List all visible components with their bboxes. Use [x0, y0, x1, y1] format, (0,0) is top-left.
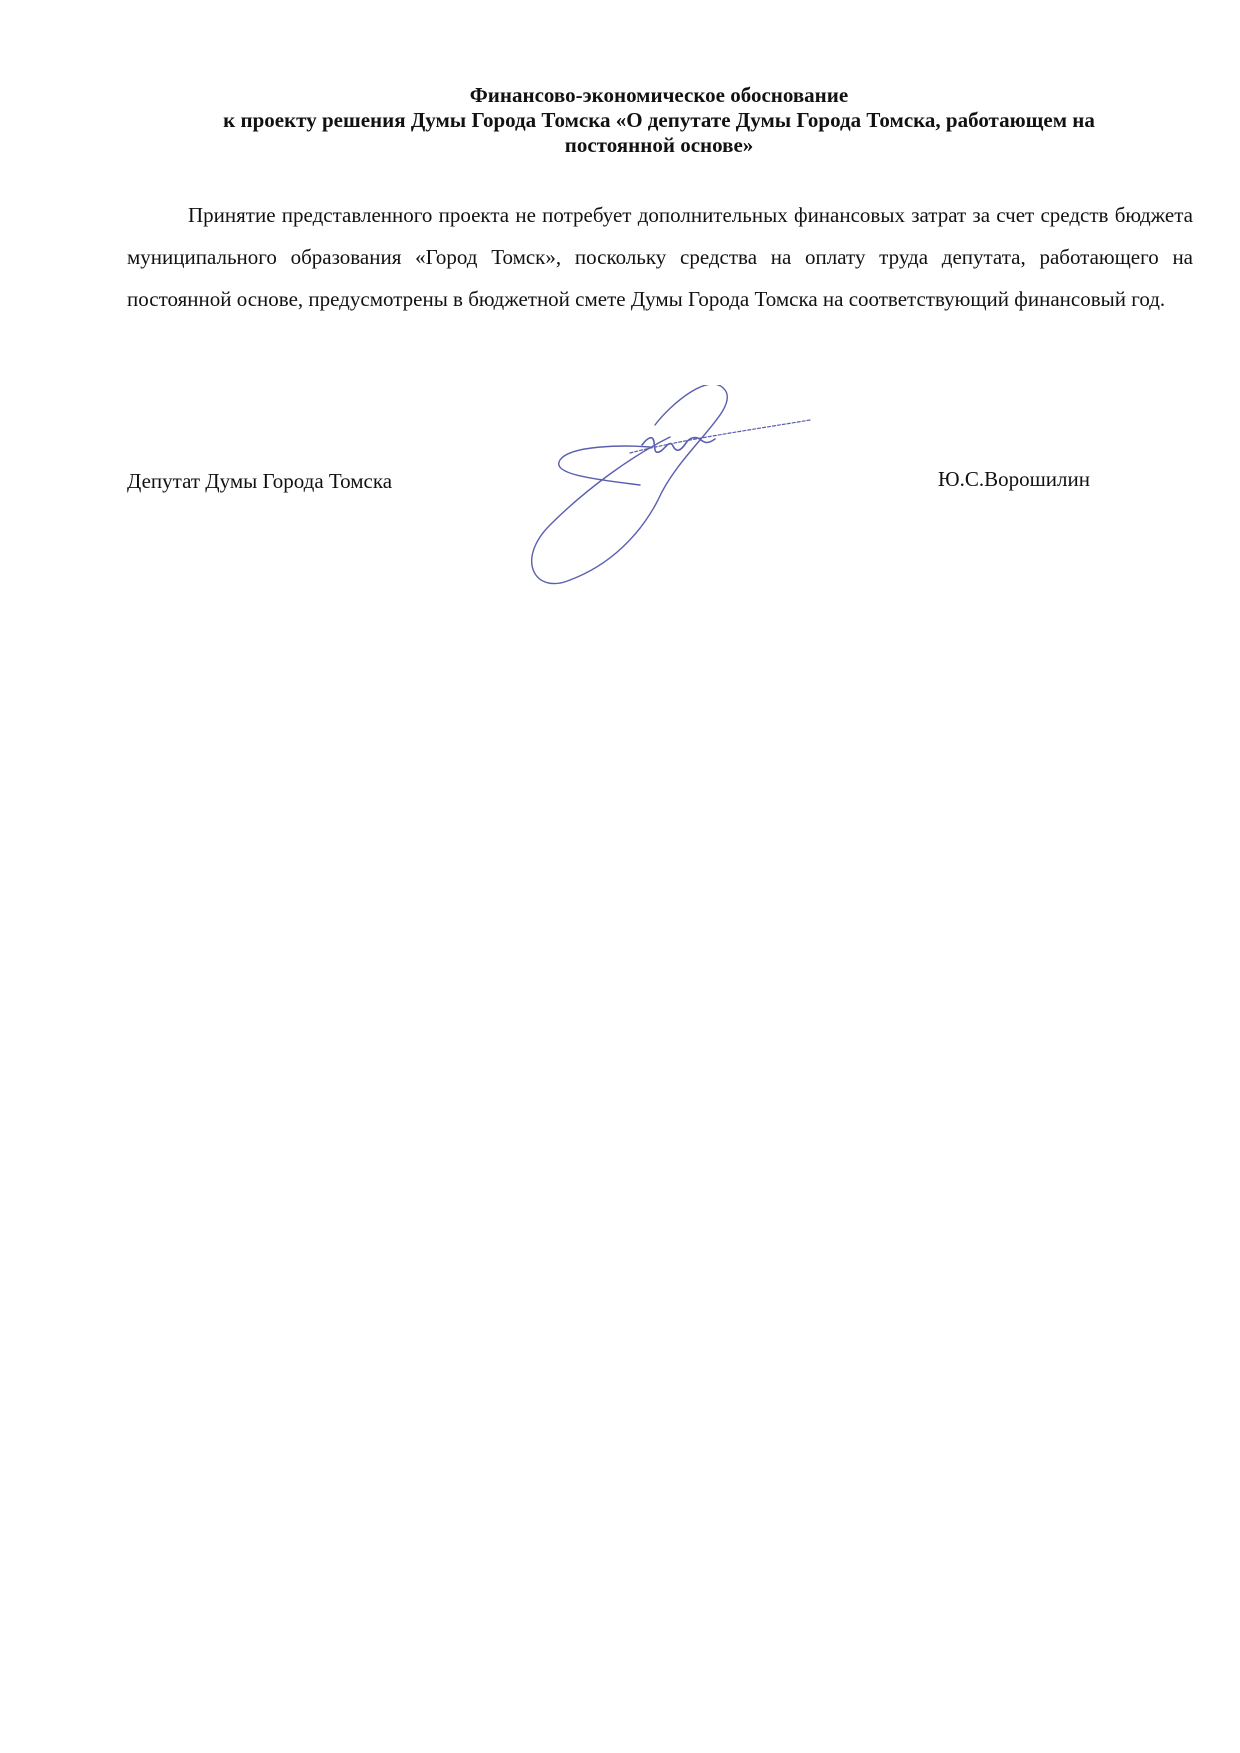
body-paragraph: Принятие представленного проекта не потребует дополнительных финансовых затрат за счет средств бюджета муниципального образования «Город Томск», поскольку средства на оплату труда депутата, работающего на постоянной основе, предусмотрены в бюджетной смете Думы Города Томска на соответствующий финансовый год.	[127, 203, 1193, 311]
heading-line-3: постоянной основе»	[564, 133, 754, 157]
signatory-name: Ю.С.Ворошилин	[938, 467, 1090, 491]
handwritten-signature	[530, 385, 910, 655]
heading-line-2: к проекту решения Думы Города Томска «О депутате Думы Города Томска, работающем на	[223, 108, 1095, 132]
signature-flourish-stroke	[532, 385, 728, 584]
heading-line-1: Финансово-экономическое обоснование	[469, 83, 849, 107]
signature-letters-stroke	[642, 438, 715, 453]
document-heading	[120, 83, 1198, 158]
signatory-role: Депутат Думы Города Томска	[127, 469, 393, 493]
signature-tail-stroke	[630, 420, 810, 453]
